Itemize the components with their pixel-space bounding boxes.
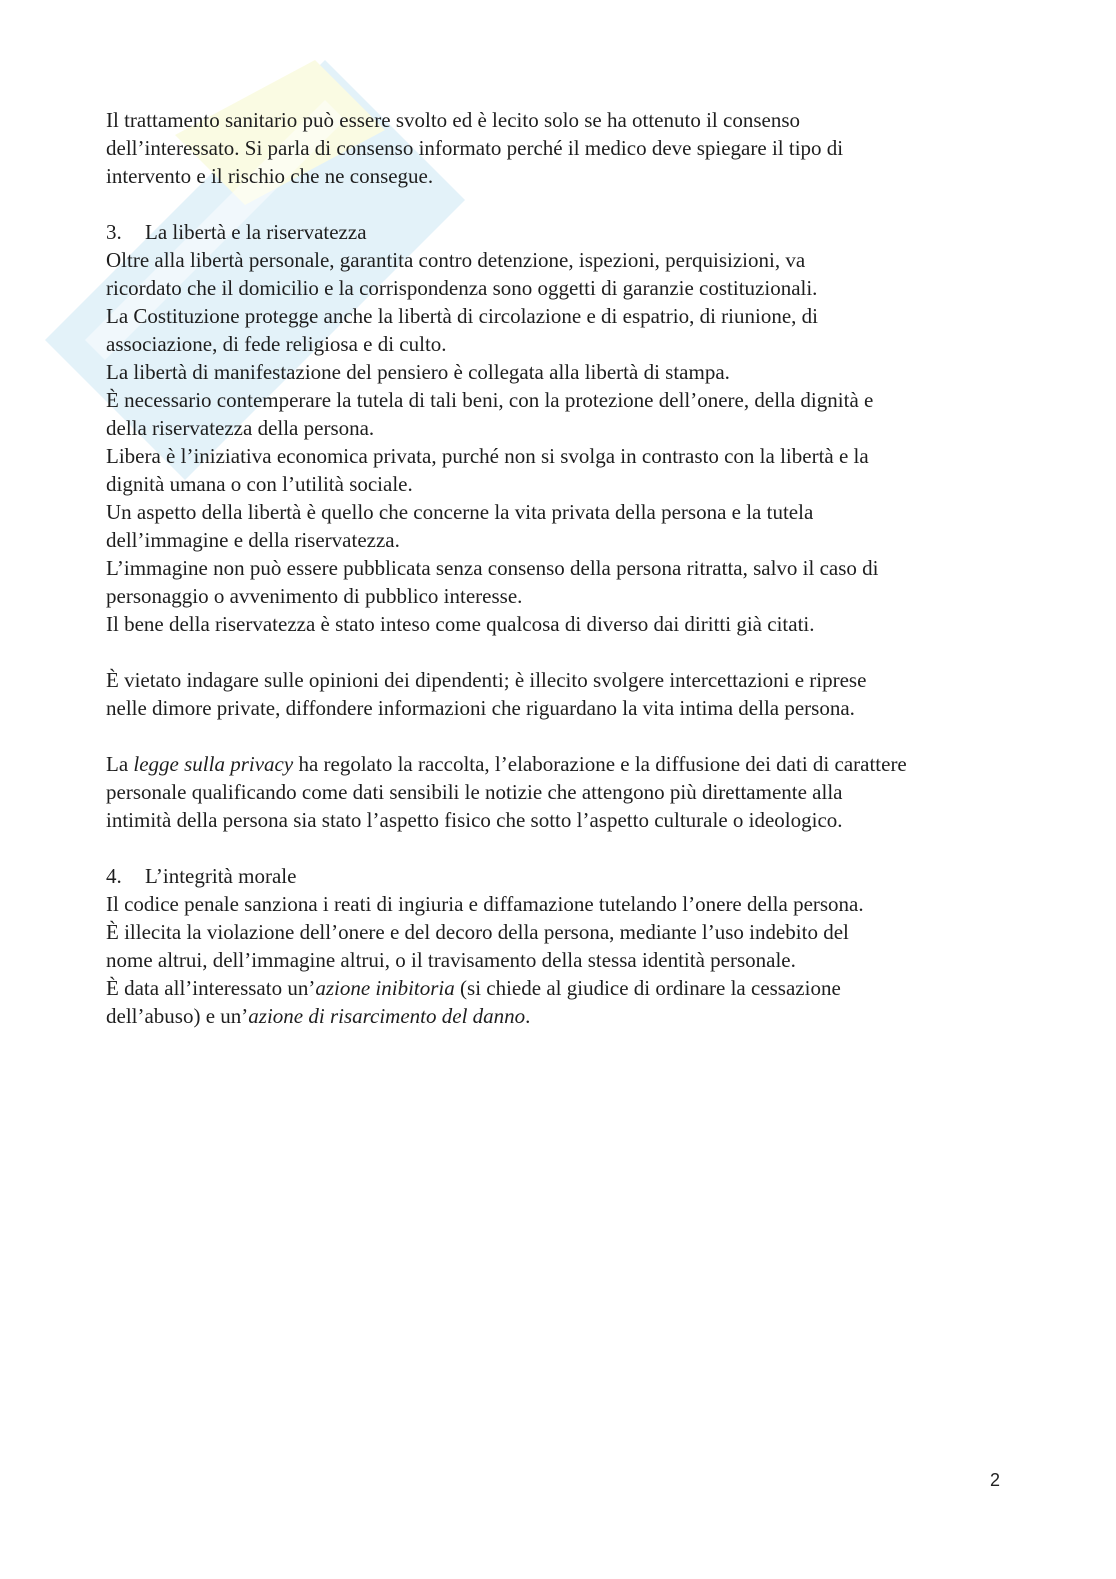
text-line: dell’interessato. Si parla di consenso informato perché il medico deve spiegare il tipo di — [106, 136, 844, 160]
italic-term: azione inibitoria — [315, 976, 455, 1000]
text-line: Oltre alla libertà personale, garantita contro detenzione, ispezioni, perquisizioni, va — [106, 248, 806, 272]
text-line: La Costituzione protegge anche la libertà di circolazione e di espatrio, di riunione, di — [106, 304, 819, 328]
text-line: Il codice penale sanziona i reati di ingiuria e diffamazione tutelando l’onere della persona. — [106, 892, 864, 916]
text-line: della riservatezza della persona. — [106, 416, 375, 440]
text-line: ricordato che il domicilio e la corrispondenza sono oggetti di garanzie costituzionali. — [106, 276, 818, 300]
text-run: . — [525, 1004, 531, 1028]
text-line: personale qualificando come dati sensibili le notizie che attengono più direttamente alla — [106, 780, 843, 804]
section-number: 3. — [106, 220, 122, 244]
text-line — [106, 1002, 1016, 1030]
text-line — [106, 974, 1016, 1002]
text-line: nelle dimore private, diffondere informazioni che riguardano la vita intima della persona. — [106, 696, 855, 720]
section-heading — [106, 218, 1016, 246]
page-number: 2 — [990, 1470, 1001, 1490]
section-number: 4. — [106, 864, 122, 888]
text-line — [106, 750, 1016, 778]
text-line: Un aspetto della libertà è quello che concerne la vita privata della persona e la tutela — [106, 500, 814, 524]
text-line: È illecita la violazione dell’onere e del decoro della persona, mediante l’uso indebito del — [106, 920, 849, 944]
text-line: Il trattamento sanitario può essere svolto ed è lecito solo se ha ottenuto il consenso — [106, 108, 800, 132]
text-line: intimità della persona sia stato l’aspetto fisico che sotto l’aspetto culturale o ideologico. — [106, 808, 843, 832]
text-run: (si chiede al giudice di ordinare la cessazione — [454, 976, 841, 1000]
text-line: Il bene della riservatezza è stato inteso come qualcosa di diverso dai diritti già citati. — [106, 612, 815, 636]
text-line: Libera è l’iniziativa economica privata, purché non si svolga in contrasto con la libertà e la — [106, 444, 869, 468]
text-line: personaggio o avvenimento di pubblico interesse. — [106, 584, 523, 608]
privacy-paragraph — [106, 750, 1016, 834]
text-line: L’immagine non può essere pubblicata senza consenso della persona ritratta, salvo il caso di — [106, 556, 879, 580]
text-run: dell’abuso) e un’ — [106, 1004, 249, 1028]
text-line: nome altrui, dell’immagine altrui, o il travisamento della stessa identità personale. — [106, 948, 796, 972]
text-line: associazione, di fede religiosa e di culto. — [106, 332, 447, 356]
document-body — [106, 106, 1016, 1058]
section-title: L’integrità morale — [145, 864, 297, 888]
text-run: ha regolato la raccolta, l’elaborazione e la diffusione dei dati di carattere — [298, 752, 907, 776]
section-3 — [106, 218, 1016, 638]
text-run: È data all’interessato un’ — [106, 976, 316, 1000]
text-line: dell’immagine e della riservatezza. — [106, 528, 400, 552]
text-line: È necessario contemperare la tutela di tali beni, con la protezione dell’onere, della dignità e — [106, 388, 874, 412]
intro-paragraph — [106, 106, 1016, 190]
vietato-paragraph — [106, 666, 1016, 722]
section-heading — [106, 862, 1016, 890]
section-4 — [106, 862, 1016, 1030]
text-line: intervento e il rischio che ne consegue. — [106, 164, 434, 188]
italic-term: legge sulla privacy — [133, 752, 294, 776]
text-line: dignità umana o con l’utilità sociale. — [106, 472, 413, 496]
text-run: La — [106, 752, 129, 776]
italic-term: azione di risarcimento del danno — [248, 1004, 526, 1028]
section-title: La libertà e la riservatezza — [145, 220, 367, 244]
text-line: La libertà di manifestazione del pensiero è collegata alla libertà di stampa. — [106, 360, 730, 384]
text-line: È vietato indagare sulle opinioni dei dipendenti; è illecito svolgere intercettazioni e riprese — [106, 668, 867, 692]
